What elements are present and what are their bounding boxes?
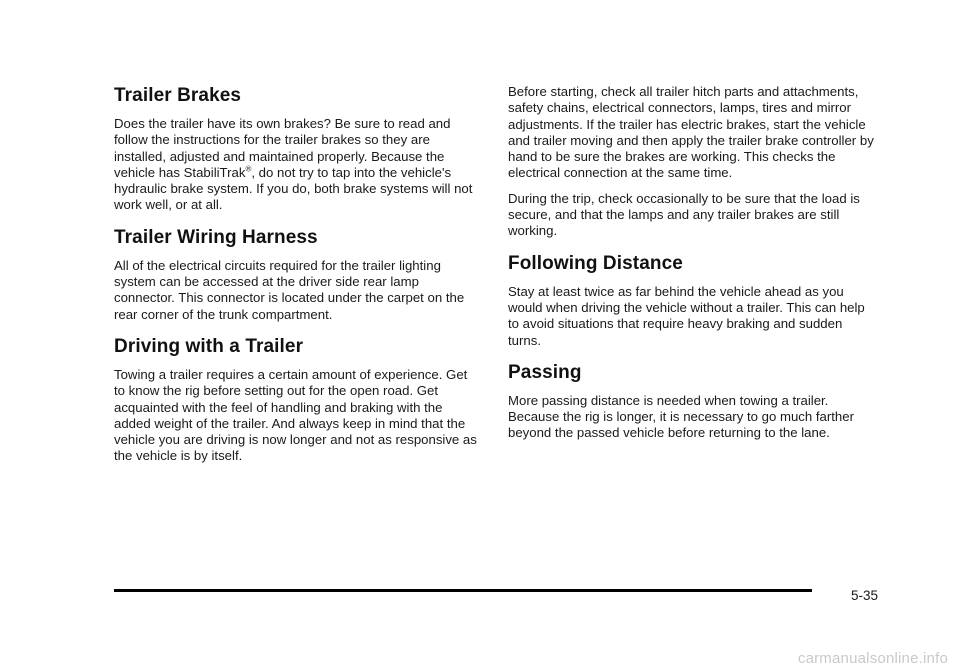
watermark: carmanualsonline.info — [797, 650, 948, 667]
page-number: 5-35 — [851, 588, 879, 603]
heading-trailer-brakes: Trailer Brakes — [114, 85, 242, 106]
right-column — [508, 84, 874, 451]
paragraph-before-starting: Before starting, check all trailer hitch parts and attachments, safety chains, electrical connectors, lamps, tires and mirror adjustments. If the trailer has electric brakes, start the vehicle and trailer moving and then apply the trailer brake controller by hand to be sure the brakes are working. This checks the electrical connection at the same time. — [508, 84, 874, 181]
paragraph-following-distance: Stay at least twice as far behind the vehicle ahead as you would when driving the vehicle without a trailer. This can help to avoid situations that require heavy braking and sudden turns. — [508, 283, 865, 348]
paragraph-driving-with-a-trailer: Towing a trailer requires a certain amount of experience. Get to know the rig before setting out for the open road. Get acquainted with the feel of handling and braking with the added weight of the trailer. And always keep in mind that the vehicle you are driving is now longer and not as responsive as the vehicle is by itself. — [114, 366, 477, 464]
paragraph-trailer-brakes — [114, 116, 480, 214]
footer-rule — [114, 589, 812, 592]
paragraph-during-trip: During the trip, check occasionally to be sure that the load is secure, and that the lamps and any trailer brakes are still working. — [508, 190, 860, 239]
left-column — [114, 84, 480, 474]
paragraph-passing: More passing distance is needed when towing a trailer. Because the rig is longer, it is necessary to go much farther beyond the passed vehicle before returning to the lane. — [508, 392, 854, 441]
heading-following-distance: Following Distance — [508, 252, 683, 274]
paragraph-trailer-wiring-harness: All of the electrical circuits required for the trailer lighting system can be accessed at the driver side rear lamp connector. This connector is located under the carpet on the rear corner of the trunk compartment. — [114, 257, 465, 322]
registered-mark: ® — [245, 164, 252, 174]
heading-trailer-wiring-harness: Trailer Wiring Harness — [114, 226, 318, 248]
trailer-brakes-text-pre: Does the trailer have its own brakes? Be sure to read and follow the instructions for the trailer brakes so they are installed, adjusted and maintained properly. Because the vehicle has StabiliTrak — [114, 116, 451, 180]
heading-driving-with-a-trailer: Driving with a Trailer — [114, 335, 304, 357]
heading-passing: Passing — [508, 361, 582, 383]
trailer-brakes-text-post: , do not try to tap into the vehicle's hydraulic brake system. If you do, both brake systems will not work well, or at all. — [114, 164, 473, 213]
